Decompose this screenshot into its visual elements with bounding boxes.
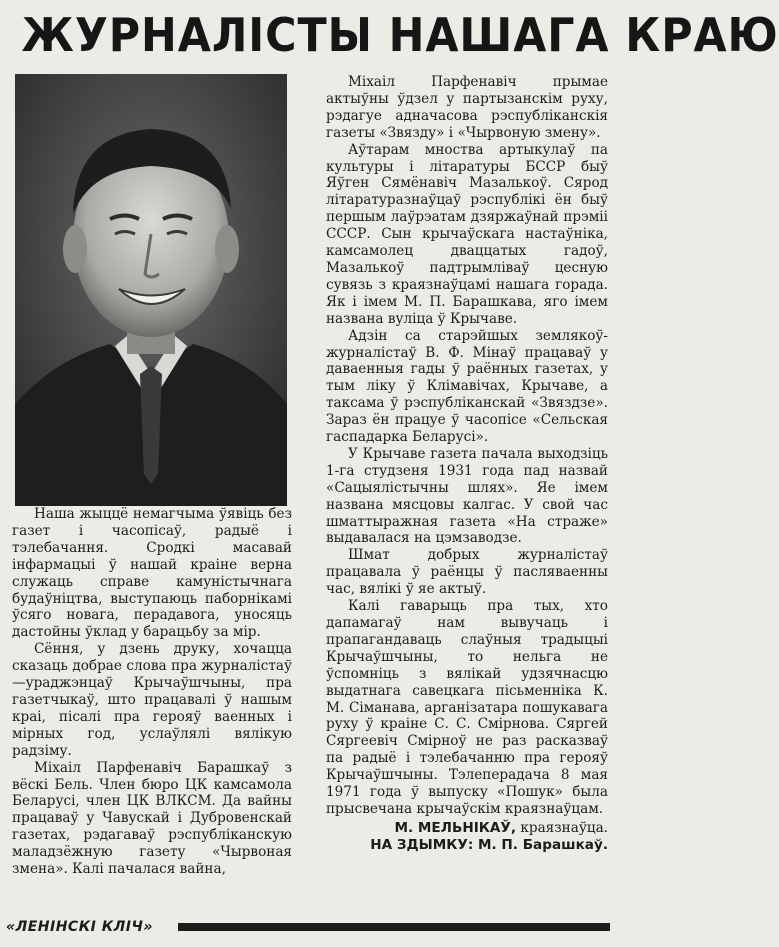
photo-credit: НА ЗДЫМКУ: М. П. Барашкаў. <box>370 836 608 853</box>
portrait-photo <box>15 74 287 506</box>
paragraph-press-day: Сёння, у дзень друку, хочацца сказаць добрае слова пра журналістаў —ураджэнцаў Крычаўшчыны, пра газетчыкаў, што працавалі ў нашым краі, пісалі пра герояў ваенных і мірных год, услаўлялі вялікую радзіму. <box>12 641 292 759</box>
footer-bar <box>6 914 610 940</box>
author-name: М. МЕЛЬНІКАЎ, <box>394 819 517 836</box>
paragraph-partisan: Міхаіл Парфенавіч прымае актыўны ўдзел у партызанскім руху, рэдагуе адначасова рэспубліканскія газеты «Звязду» і «Чырвоную змену». <box>326 74 608 141</box>
newspaper-name: «ЛЕНІНСКІ КЛІЧ» <box>6 919 153 935</box>
paragraph-simonov-smirnov: Калі гаварыць пра тых, хто дапамагаў нам вывучаць і прапагандаваць слаўныя традыцыі Крычаўшчыны, то нельга не ўспомніць з вялікай удзячнасцю выдатнага савецкага пісьменніка К. М. Сіманава, арганізатара пошукавага руху ў краіне С. С. Смірнова. Сяргей Сяргеевіч Смірноў не раз расказваў па радыё і тэлебачанню пра герояў Крычаўшчыны. Тэлеперадача 8 мая 1971 года ў выпуску «Пошук» была прысвечана крычаўскім краязнаўцам. <box>326 598 608 817</box>
paragraph-newspaper-history: У Крычаве газета пачала выходзіць 1-га студзеня 1931 года пад назвай «Сацыялістычны шлях». Яе імем названа мясцовы калгас. У свой час шматтыражная газета «На страже» выдавалася на цэмзаводзе. <box>326 445 608 547</box>
paragraph-mazalkov: Аўтарам мноства артыкулаў па культуры і літаратуры БССР быў Яўген Сямёнавіч Мазалькоў. Сярод літаратуразнаўцаў рэспублікі ён быў першым лаўрэатам дзяржаўнай прэміі СССР. Сын крычаўскага настаўніка, камсамолец дваццатых гадоў, Мазалькоў падтрымліваў цесную сувязь з краязнаўцамі нашага горада. Як і імем М. П. Барашкава, яго імем названа вуліца ў Крычаве. <box>326 141 608 327</box>
paragraph-journalists: Шмат добрых журналістаў працавала ў раёнцы ў пасляваенны час, вялікі ў яе актыў. <box>326 547 608 598</box>
paragraph-barashkov: Міхаіл Парфенавіч Барашкаў з вёскі Бель. Член бюро ЦК камсамола Беларусі, член ЦК ВЛКСМ. Да вайны працаваў у Чавускай і Дубровенскай газетах, рэдагаваў рэспубліканскую маладзёжную газету «Чырвоная змена». Калі пачалася вайна, <box>12 759 292 878</box>
left-column <box>12 506 292 878</box>
paragraph-intro: Наша жыццё немагчыма ўявіць без газет і часопісаў, радыё і тэлебачання. Сродкі масавай інфармацыі ў нашай краіне верна служаць справе камуністычнага будаўніцтва, выступаюць паборнікамі ўсяго новага, перадавога, уносяць дастойны ўклад у барацьбу за мір. <box>12 506 292 641</box>
footer-rule <box>178 923 610 931</box>
author-signature <box>326 820 608 837</box>
photo-credit-line <box>326 837 608 854</box>
author-role: краязнаўца. <box>520 819 608 836</box>
headline: ЖУРНАЛІСТЫ НАШАГА КРАЮ <box>21 8 779 62</box>
right-column <box>326 74 608 854</box>
paragraph-minau: Адзін са старэйшых землякоў-журналістаў В. Ф. Мінаў працаваў у даваенныя гады ў раённых газетах, у тым ліку ў Клімавічах, Крычаве, а таксама ў рэспубліканскай «Звяздзе». Зараз ён працуе ў часопісе «Сельская гаспадарка Беларусі». <box>326 327 608 446</box>
